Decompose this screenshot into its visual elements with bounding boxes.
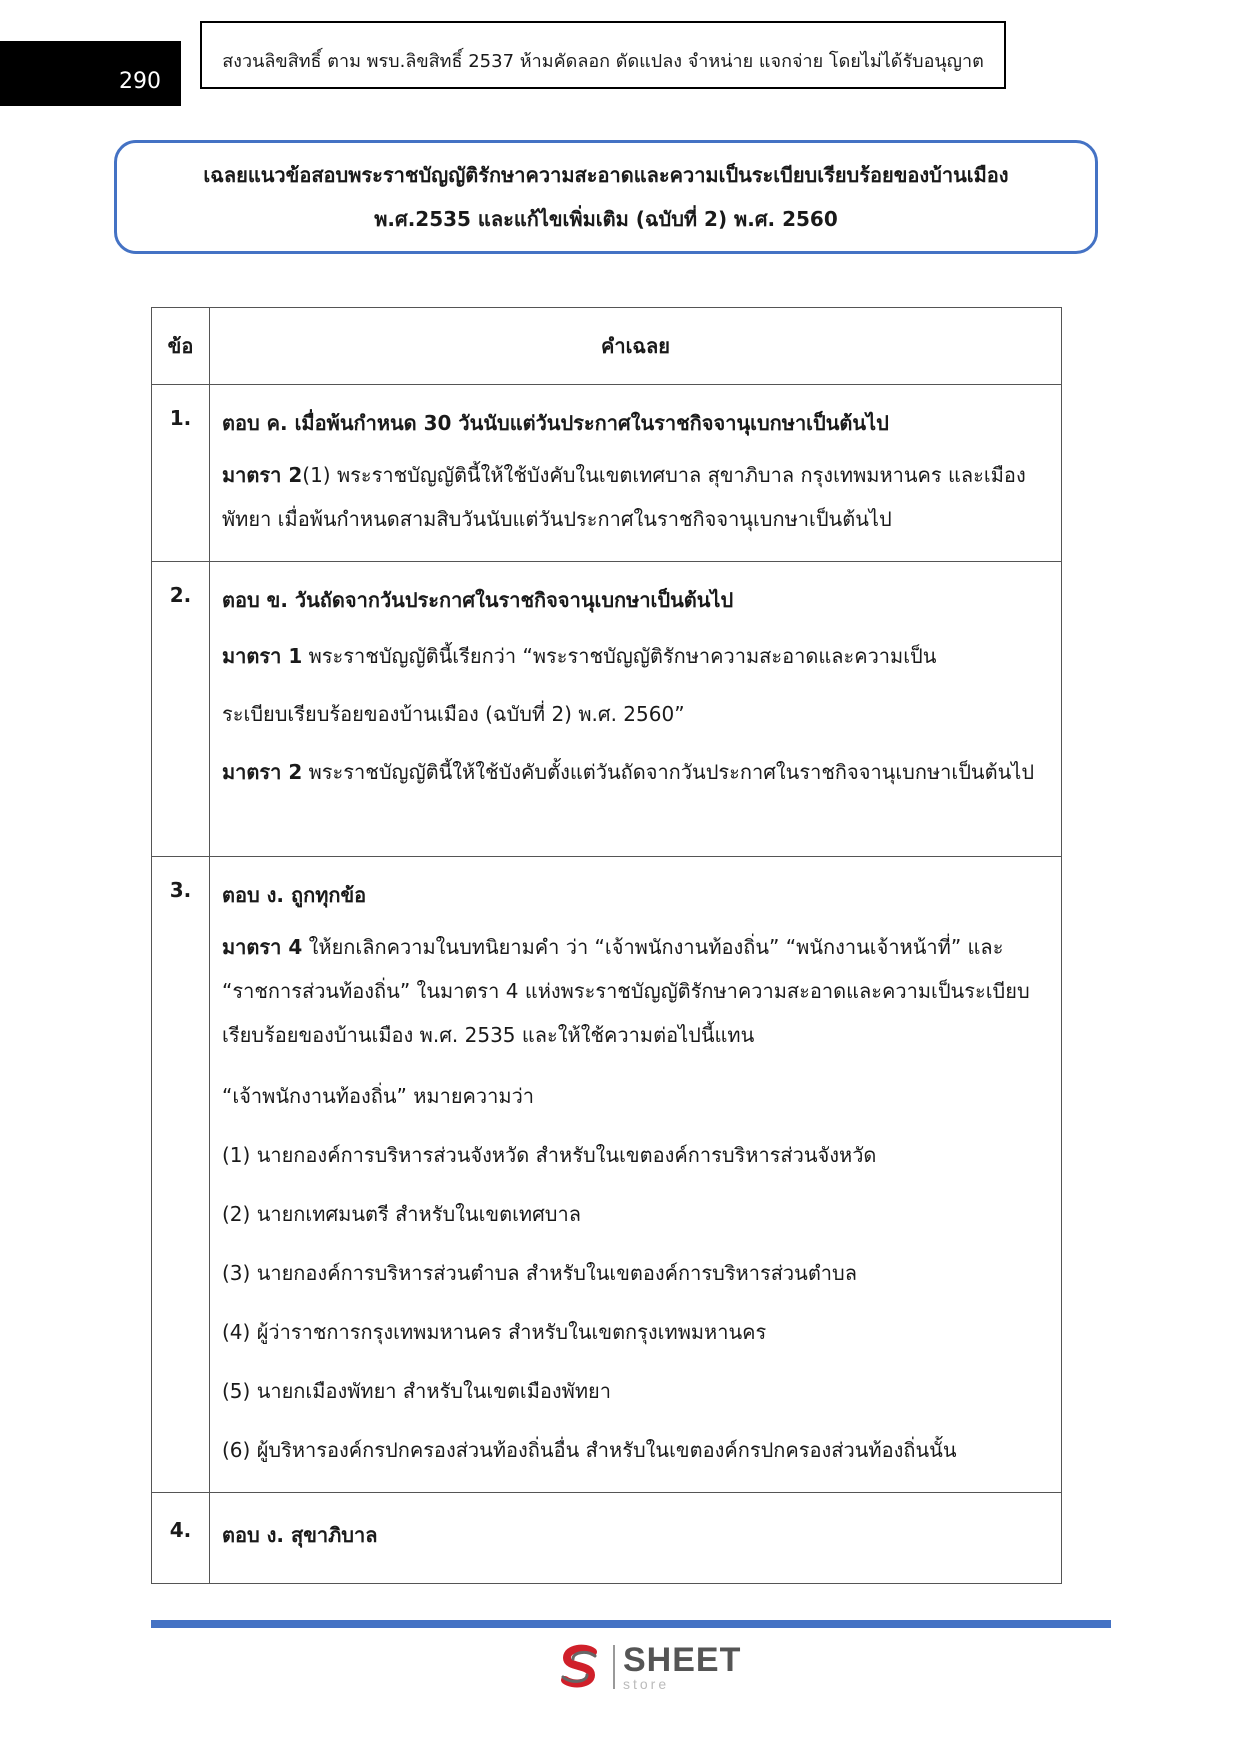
row-answer-cell [210,562,1062,857]
table-row [152,857,1062,1493]
section-text: (1) พระราชบัญญัตินี้ให้ใช้บังคับในเขตเทศบาล สุขาภิบาล กรุงเทพมหานคร และเมืองพัทยา เมื่อพ้นกำหนดสามสิบวันนับแต่วันประกาศในราชกิจจานุเบกษาเป็นต้นไป [222,463,1026,531]
sheet-s-icon [555,1642,605,1692]
row-answer-cell [210,385,1062,562]
answer-choice: ตอบ ข. วันถัดจากวันประกาศในราชกิจจานุเบกษาเป็นต้นไป [222,588,734,612]
section-label: มาตรา 1 [222,644,303,668]
section-label: มาตรา 2 [222,760,303,784]
section-text: พระราชบัญญัตินี้ให้ใช้บังคับตั้งแต่วันถัดจากวันประกาศในราชกิจจานุเบกษาเป็นต้นไป [308,760,1035,784]
table-header-row [152,308,1062,385]
list-item: (3) นายกองค์การบริหารส่วนตำบล สำหรับในเขตองค์การบริหารส่วนตำบล [222,1261,857,1285]
law-section [222,925,1049,1057]
page-title-line2: พ.ศ.2535 และแก้ไขเพิ่มเติม (ฉบับที่ 2) พ.ศ. 2560 [374,207,838,231]
logo-wordmark [623,1643,741,1691]
table-row [152,562,1062,857]
list-item: (1) นายกองค์การบริหารส่วนจังหวัด สำหรับในเขตองค์การบริหารส่วนจังหวัด [222,1143,877,1167]
law-section [222,453,1049,541]
section-label: มาตรา 2 [222,463,303,487]
footer-divider [151,1620,1111,1628]
copyright-text: สงวนลิขสิทธิ์ ตาม พรบ.ลิขสิทธิ์ 2537 ห้ามคัดลอก ดัดแปลง จำหน่าย แจกจ่าย โดยไม่ได้รับอนุญาต [222,50,984,72]
logo-sub-text: store [623,1676,670,1692]
row-number-cell [152,385,210,562]
row-number: 1. [169,406,192,430]
section-text-continued: ระเบียบเรียบร้อยของบ้านเมือง (ฉบับที่ 2) พ.ศ. 2560” [222,702,685,726]
logo-main-text: SHEET [623,1641,742,1679]
page-number: 290 [119,69,161,94]
page-title-line1: เฉลยแนวข้อสอบพระราชบัญญัติรักษาความสะอาดและความเป็นระเบียบเรียบร้อยของบ้านเมือง [203,163,1009,187]
definition-term: “เจ้าพนักงานท้องถิ่น” หมายความว่า [222,1084,535,1108]
list-item: (2) นายกเทศมนตรี สำหรับในเขตเทศบาล [222,1202,581,1226]
row-answer-cell [210,1493,1062,1584]
table-row [152,385,1062,562]
row-number-cell [152,562,210,857]
column-header-answer: คำเฉลย [210,308,1062,385]
row-number: 4. [169,1518,192,1542]
copyright-notice [200,21,1006,89]
list-item: (4) ผู้ว่าราชการกรุงเทพมหานคร สำหรับในเขตกรุงเทพมหานคร [222,1320,767,1344]
list-item: (6) ผู้บริหารองค์กรปกครองส่วนท้องถิ่นอื่น สำหรับในเขตองค์กรปกครองส่วนท้องถิ่นนั้น [222,1438,957,1462]
row-answer-cell [210,857,1062,1493]
section-text: ให้ยกเลิกความในบทนิยามคำ ว่า “เจ้าพนักงานท้องถิ่น” “พนักงานเจ้าหน้าที่” และ “ราชการส่วนท้องถิ่น” ในมาตรา 4 แห่งพระราชบัญญัติรักษาความสะอาดและความเป็นระเบียบเรียบร้อยของบ้านเมือง พ.ศ. 2535 และให้ใช้ความต่อไปนี้แทน [222,935,1030,1047]
sheet-store-logo [555,1642,741,1692]
row-number: 3. [169,878,192,902]
law-section [222,750,1049,794]
answer-choice: ตอบ ค. เมื่อพ้นกำหนด 30 วันนับแต่วันประกาศในราชกิจจานุเบกษาเป็นต้นไป [222,411,889,435]
section-label: มาตรา 4 [222,935,303,959]
table-row [152,1493,1062,1584]
section-text: พระราชบัญญัตินี้เรียกว่า “พระราชบัญญัติรักษาความสะอาดและความเป็น [308,644,937,668]
column-header-number: ข้อ [152,308,210,385]
answer-table [151,307,1062,1584]
law-section [222,634,1049,678]
row-number-cell [152,1493,210,1584]
logo-separator [613,1645,615,1689]
page-title-box [114,140,1098,254]
list-item: (5) นายกเมืองพัทยา สำหรับในเขตเมืองพัทยา [222,1379,611,1403]
row-number-cell [152,857,210,1493]
answer-choice: ตอบ ง. สุขาภิบาล [222,1523,378,1547]
row-number: 2. [169,583,192,607]
page-number-badge [0,41,181,106]
answer-choice: ตอบ ง. ถูกทุกข้อ [222,883,367,907]
